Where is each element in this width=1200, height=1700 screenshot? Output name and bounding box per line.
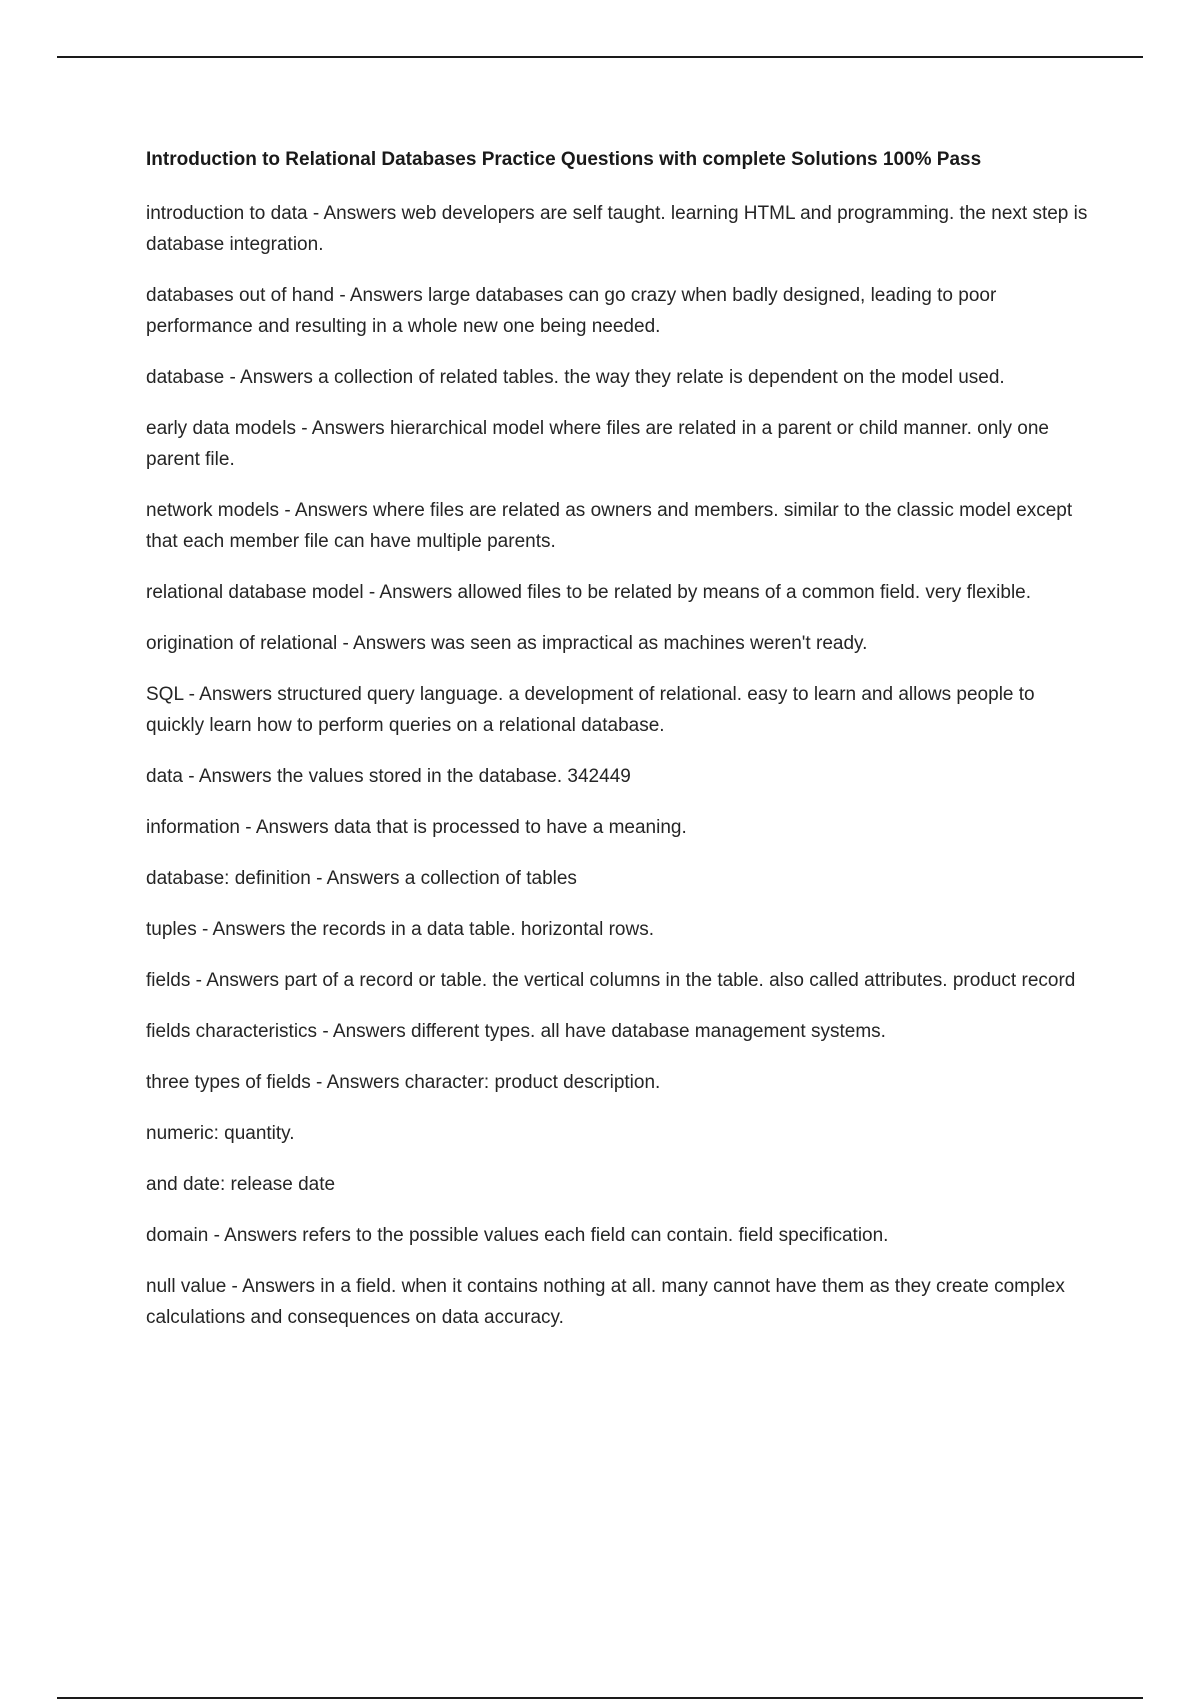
qa-entry: information - Answers data that is processed to have a meaning. <box>146 817 687 838</box>
document-body <box>146 145 1096 1353</box>
qa-entry: origination of relational - Answers was seen as impractical as machines weren't ready. <box>146 633 868 654</box>
footer-rule <box>57 1697 1143 1699</box>
qa-entry: database - Answers a collection of related tables. the way they relate is dependent on the model used. <box>146 367 1005 388</box>
document-title: Introduction to Relational Databases Practice Questions with complete Solutions 100% Pass <box>146 149 982 170</box>
qa-entry: database: definition - Answers a collection of tables <box>146 868 577 889</box>
qa-entry: null value - Answers in a field. when it contains nothing at all. many cannot have them as they create complex calculations and consequences on data accuracy. <box>146 1276 1065 1328</box>
qa-entry: data - Answers the values stored in the database. 342449 <box>146 766 631 787</box>
qa-entry: and date: release date <box>146 1174 336 1195</box>
qa-entry: fields - Answers part of a record or table. the vertical columns in the table. also called attributes. product record <box>146 970 1076 991</box>
qa-entry: domain - Answers refers to the possible values each field can contain. field specification. <box>146 1225 889 1246</box>
qa-entry: network models - Answers where files are related as owners and members. similar to the classic model except that each member file can have multiple parents. <box>146 500 1073 552</box>
qa-entry: three types of fields - Answers character: product description. <box>146 1072 661 1093</box>
qa-entry: introduction to data - Answers web developers are self taught. learning HTML and programming. the next step is database integration. <box>146 203 1088 255</box>
qa-entry: SQL - Answers structured query language. a development of relational. easy to learn and allows people to quickly learn how to perform queries on a relational database. <box>146 684 1035 736</box>
qa-entry: relational database model - Answers allowed files to be related by means of a common field. very flexible. <box>146 582 1032 603</box>
header-rule <box>57 56 1143 58</box>
qa-entry: tuples - Answers the records in a data table. horizontal rows. <box>146 919 654 940</box>
qa-entry: fields characteristics - Answers different types. all have database management systems. <box>146 1021 886 1042</box>
qa-entry: early data models - Answers hierarchical model where files are related in a parent or child manner. only one parent file. <box>146 418 1049 470</box>
qa-entry: numeric: quantity. <box>146 1123 295 1144</box>
qa-entry: databases out of hand - Answers large databases can go crazy when badly designed, leading to poor performance and resulting in a whole new one being needed. <box>146 285 997 337</box>
